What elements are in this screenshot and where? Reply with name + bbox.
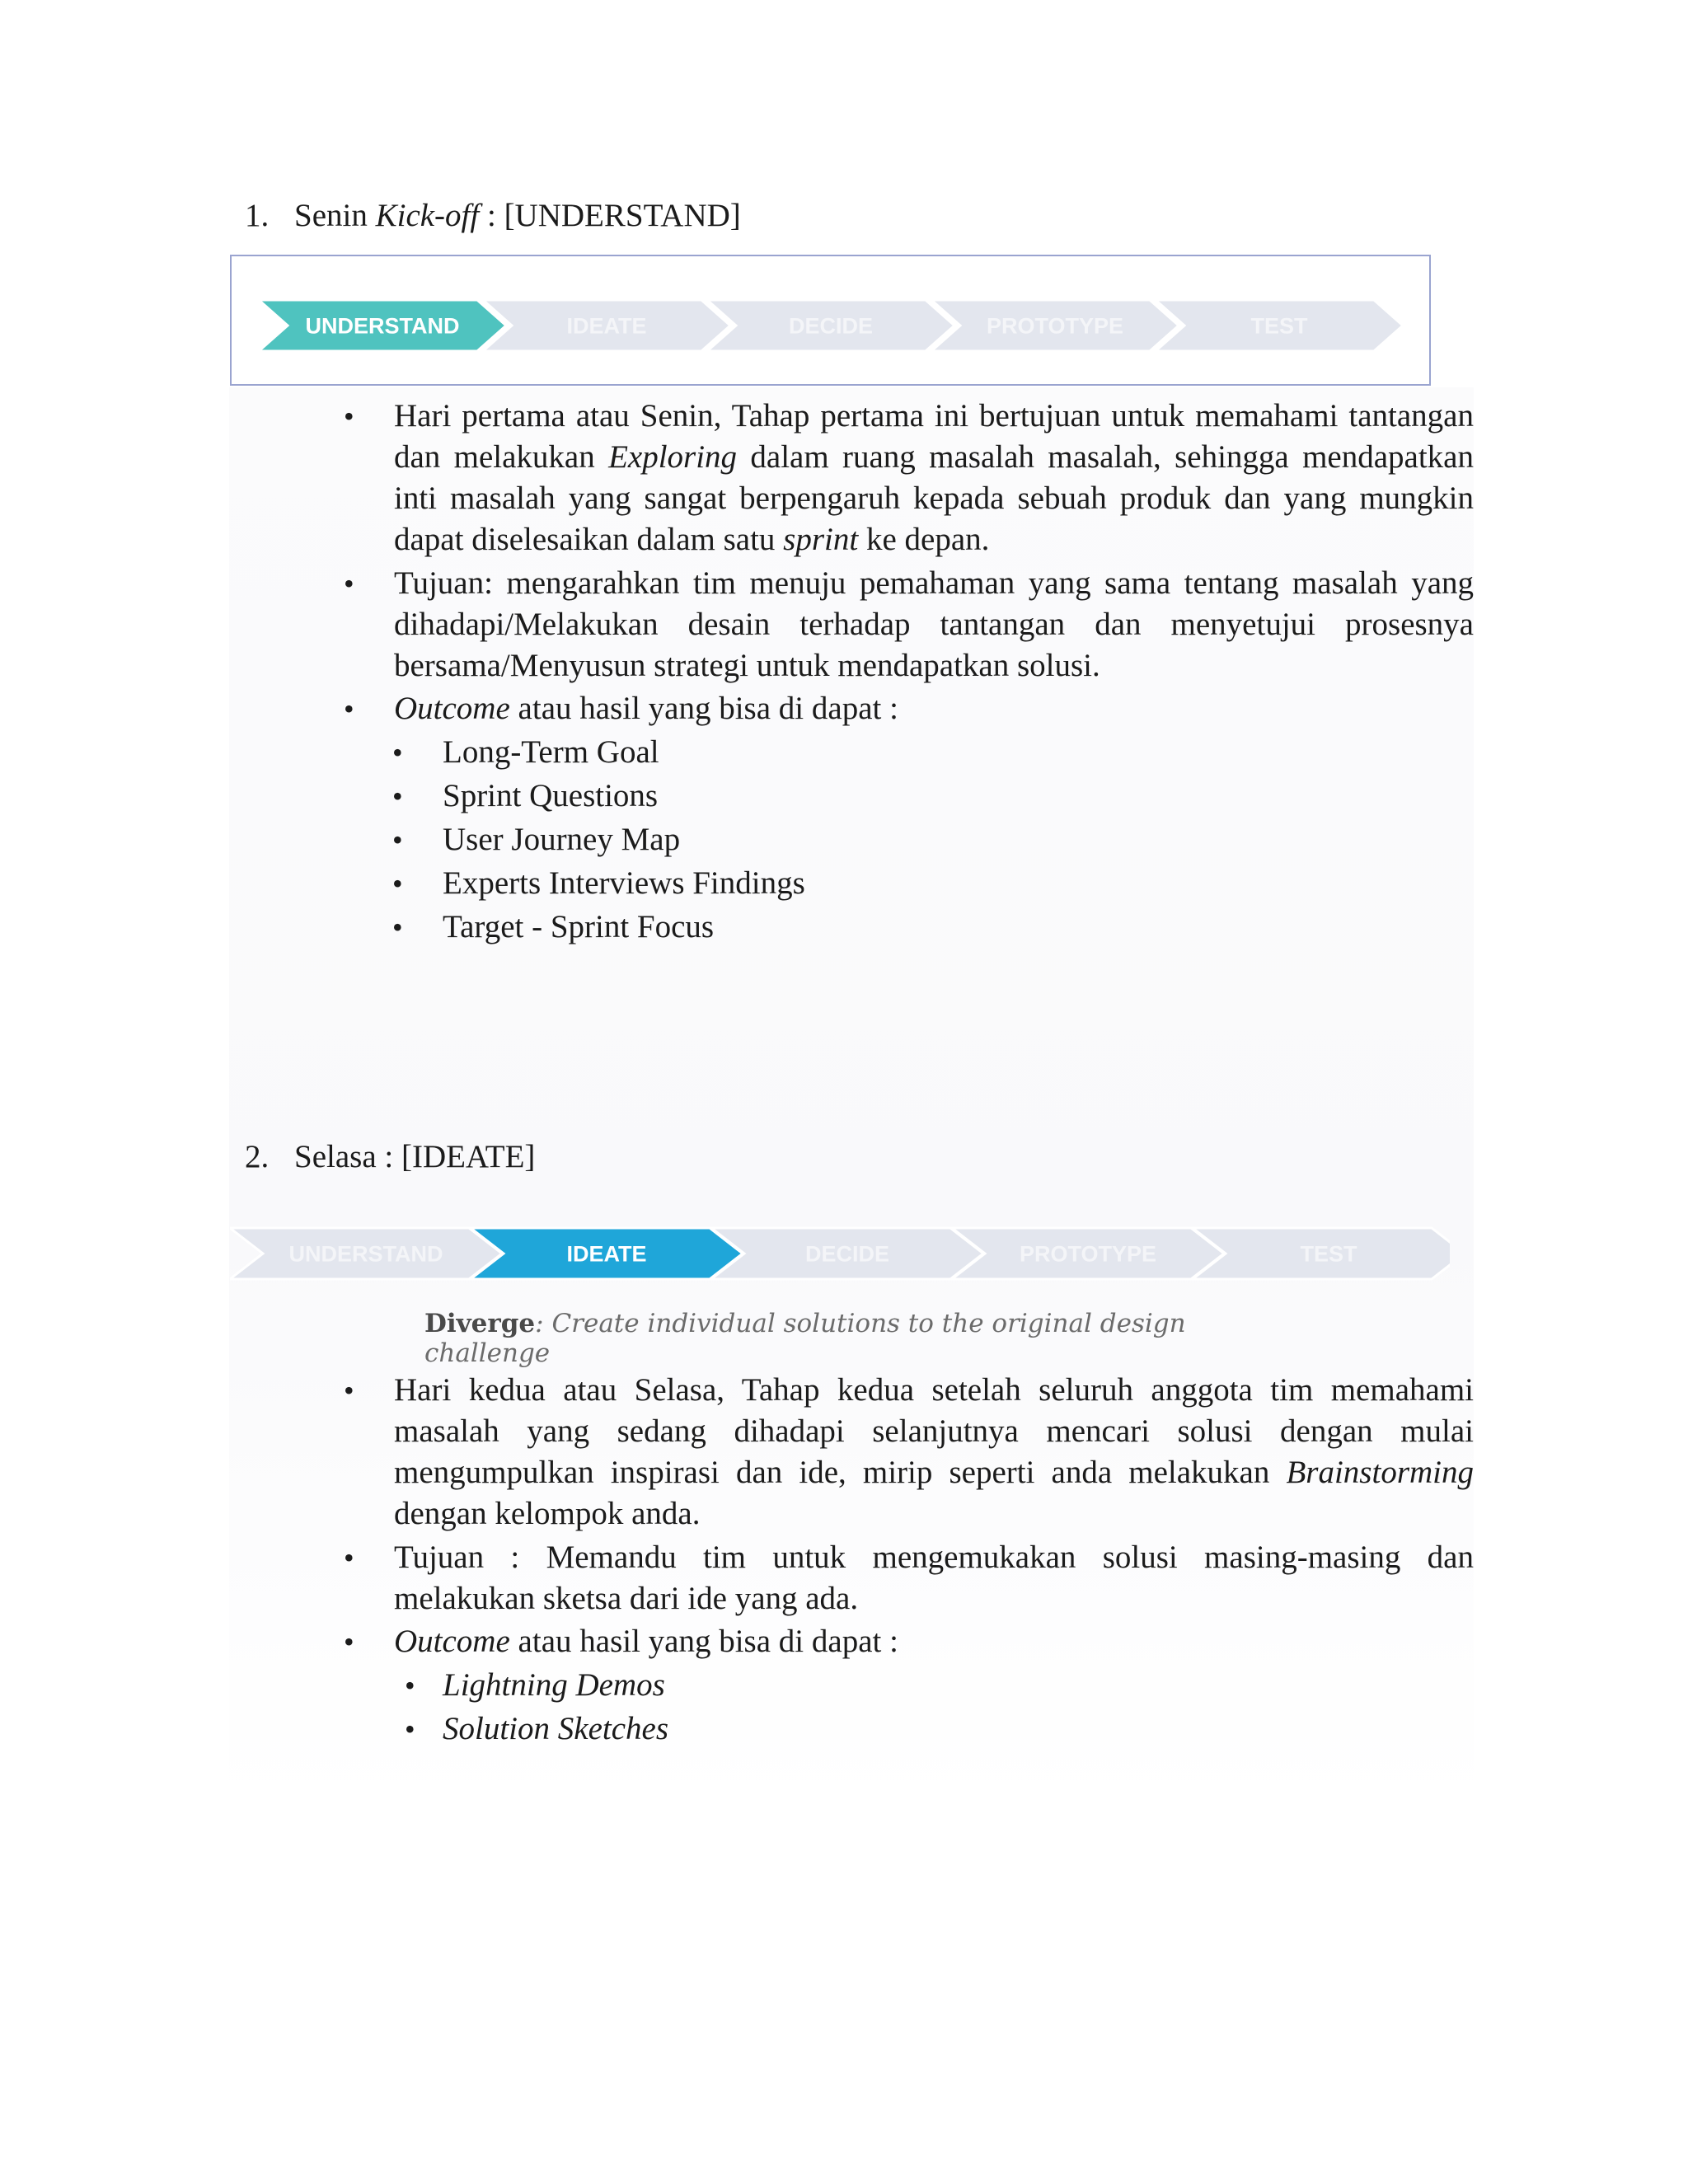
section2-number: 2. — [245, 1139, 270, 1174]
step-label-test: TEST — [1250, 313, 1308, 339]
s1-b3-text: atau hasil yang bisa di dapat : — [509, 691, 898, 726]
section1-number: 1. — [245, 198, 270, 233]
s1-bullet-1 — [344, 396, 1474, 560]
s2-b3-italic: Outcome — [394, 1624, 510, 1659]
s1-b1-text-b: dalam ruang masalah masalah, sehingga mendapatkan inti masalah yang sangat berpengaruh kepada sebuah produk dan yang mungkin dapat diselesaikan dalam satu — [394, 439, 1474, 557]
bullet-icon: • — [344, 1374, 354, 1407]
s1-outcome-4 — [392, 863, 805, 904]
s1-outcome-text: Sprint Questions — [443, 778, 659, 813]
s1-b1-text-a: Hari pertama atau Senin, Tahap pertama ini bertujuan untuk memahami tantangan dan melakukan — [394, 398, 1474, 475]
process-chevrons-2 — [230, 1212, 1450, 1306]
bullet-icon: • — [392, 780, 403, 813]
section1-heading — [245, 195, 987, 237]
step-label-understand: UNDERSTAND — [288, 1241, 443, 1267]
s2-outcome-text: Solution Sketches — [443, 1711, 669, 1746]
section2-title: Selasa : [IDEATE] — [294, 1139, 536, 1174]
diverge-text: : Create individual solutions to the original design challenge — [424, 1309, 1186, 1368]
s2-outcome-1 — [405, 1665, 665, 1706]
s2-outcome-text: Lightning Demos — [443, 1667, 665, 1703]
s1-bullet-2 — [344, 563, 1474, 687]
s1-bullet-3 — [344, 688, 1474, 729]
s1-outcome-text: User Journey Map — [443, 822, 681, 857]
bullet-icon: • — [392, 911, 403, 944]
bullet-icon: • — [344, 1541, 354, 1574]
bullet-icon: • — [344, 1625, 354, 1658]
s1-outcome-text: Target - Sprint Focus — [443, 909, 715, 944]
bullet-icon: • — [344, 692, 354, 725]
s1-outcome-3 — [392, 819, 681, 860]
s2-bullet-3 — [344, 1621, 1474, 1662]
bullet-icon: • — [405, 1669, 415, 1702]
section1-title-kickoff: Kick-off — [375, 198, 480, 233]
step-label-ideate: IDEATE — [566, 313, 647, 339]
s2-bullet-2 — [344, 1537, 1474, 1619]
s1-b1-text-c: ke depan. — [858, 522, 990, 557]
process-chevrons-1 — [232, 256, 1429, 384]
s1-outcome-text: Long-Term Goal — [443, 734, 659, 770]
s2-b2-text: Tujuan : Memandu tim untuk mengemukakan solusi masing-masing dan melakukan sketsa dari ide yang ada. — [394, 1540, 1474, 1616]
s2-b3-text: atau hasil yang bisa di dapat : — [509, 1624, 898, 1659]
s2-b1-text-a: Hari kedua atau Selasa, Tahap kedua setelah seluruh anggota tim memahami masalah yang sedang dihadapi selanjutnya mencari solusi dengan mulai mengumpulkan inspirasi dan ide, mirip seperti anda melakukan — [394, 1372, 1474, 1490]
s2-bullet-1 — [344, 1370, 1474, 1535]
s2-b1-italic: Brainstorming — [1286, 1455, 1474, 1490]
section1-title-suffix: : [UNDERSTAND] — [479, 198, 741, 233]
step-label-understand: UNDERSTAND — [305, 313, 460, 339]
bullet-icon: • — [405, 1713, 415, 1746]
s1-b1-italic-a: Exploring — [608, 439, 738, 475]
section1-title — [294, 195, 741, 237]
step-label-decide: DECIDE — [788, 313, 874, 339]
step-label-ideate: IDEATE — [566, 1241, 647, 1267]
bullet-icon: • — [344, 567, 354, 600]
bullet-icon: • — [392, 736, 403, 769]
step-label-decide: DECIDE — [804, 1241, 890, 1267]
s2-b1-text-b: dengan kelompok anda. — [394, 1496, 701, 1531]
diverge-label: Diverge — [424, 1309, 536, 1338]
step-label-prototype: PROTOTYPE — [1019, 1241, 1157, 1267]
s1-outcome-text: Experts Interviews Findings — [443, 865, 805, 901]
step-label-prototype: PROTOTYPE — [986, 313, 1124, 339]
understand-process-figure — [230, 255, 1431, 386]
diverge-caption — [424, 1309, 1290, 1368]
s1-b3-italic: Outcome — [394, 691, 510, 726]
bullet-icon: • — [344, 400, 354, 433]
section2-heading — [245, 1137, 987, 1178]
s2-outcome-2 — [405, 1708, 669, 1750]
s1-outcome-1 — [392, 732, 659, 773]
step-label-test: TEST — [1300, 1241, 1357, 1267]
bullet-icon: • — [392, 823, 403, 856]
s1-outcome-2 — [392, 776, 659, 817]
s1-b1-italic-b: sprint — [783, 522, 859, 557]
bullet-icon: • — [392, 867, 403, 900]
section1-title-prefix: Senin — [294, 198, 376, 233]
s1-outcome-5 — [392, 907, 715, 948]
s1-b2-text: Tujuan: mengarahkan tim menuju pemahaman yang sama tentang masalah yang dihadapi/Melakukan desain terhadap tantangan dan menyetujui prosesnya bersama/Menyusun strategi untuk mendapatkan solusi. — [394, 565, 1474, 683]
